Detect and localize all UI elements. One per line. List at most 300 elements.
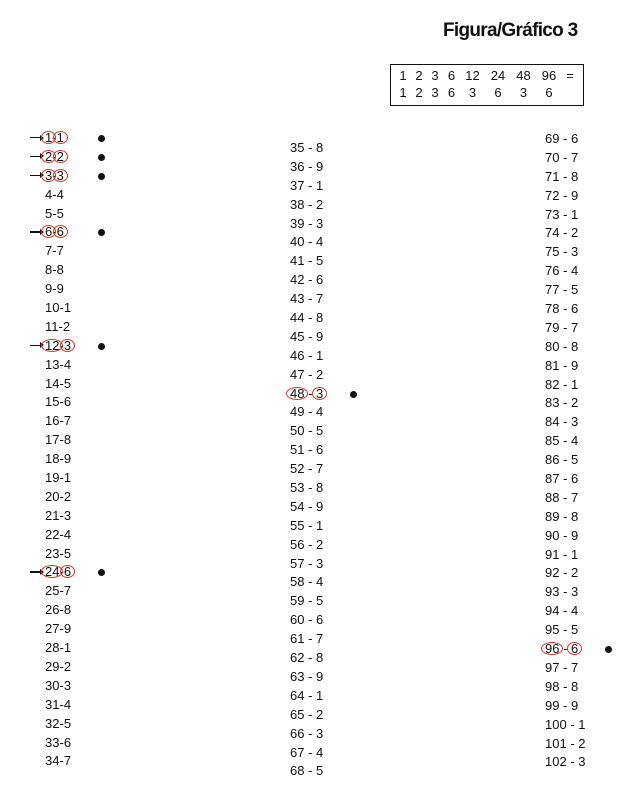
number-value: 4: [45, 186, 53, 202]
digital-root-value: 8: [571, 168, 579, 184]
number-row: [290, 744, 323, 763]
number-value: 28: [45, 640, 60, 656]
number-pair: [45, 507, 71, 526]
separator: -: [52, 205, 57, 221]
digital-root-value: 9: [56, 281, 64, 297]
number-pair: [45, 337, 71, 356]
number-pair: [290, 422, 323, 441]
number-row: [45, 752, 71, 771]
number-value: 84: [545, 414, 560, 430]
separator: -: [304, 234, 317, 250]
pointer-arrow-icon: [30, 175, 41, 176]
number-value: 17: [45, 432, 60, 448]
number-row: [45, 582, 71, 601]
digital-root-value: 8: [56, 262, 64, 278]
bullet-dot-icon: [605, 646, 612, 653]
number-pair: [45, 658, 71, 677]
pointer-arrow-icon: [30, 571, 41, 572]
number-value: 74: [545, 225, 560, 241]
number-row: [545, 168, 586, 187]
digital-root-value: 8: [316, 140, 324, 155]
number-value: 60: [290, 612, 305, 628]
number-value: 88: [545, 489, 560, 505]
number-value: 32: [45, 715, 60, 731]
digital-root-value: 3: [578, 754, 586, 770]
key-top-cell: 48: [516, 68, 531, 83]
number-pair: [545, 224, 578, 243]
key-table: [395, 67, 578, 101]
number-value: 57: [290, 555, 305, 571]
number-value: 67: [290, 744, 305, 760]
separator: -: [559, 546, 572, 562]
number-row: [290, 517, 323, 536]
number-value: 8: [45, 262, 53, 278]
number-value: 90: [545, 527, 560, 543]
separator: -: [304, 650, 317, 666]
number-row: [545, 224, 586, 243]
number-row: [45, 677, 71, 696]
number-value: 23: [45, 545, 60, 561]
number-value: 40: [290, 234, 305, 250]
number-row: [545, 602, 586, 621]
number-value: 34: [45, 753, 60, 769]
separator: -: [559, 414, 572, 430]
number-value: 44: [290, 310, 305, 326]
number-pair: [545, 508, 578, 527]
digital-root-value: 4: [571, 433, 579, 449]
separator: -: [559, 301, 572, 317]
number-pair: [45, 488, 71, 507]
number-pair: [290, 441, 323, 460]
number-pair: [545, 716, 586, 735]
number-row: [290, 422, 323, 441]
number-value: 20: [45, 488, 60, 504]
digital-root-value: 5: [63, 375, 72, 391]
separator: -: [559, 508, 572, 524]
number-value: 100: [545, 716, 567, 732]
number-value: 87: [545, 471, 560, 487]
number-pair: [545, 357, 578, 376]
digital-root-value: 7: [63, 413, 72, 429]
separator: -: [304, 140, 317, 155]
separator: -: [304, 498, 317, 514]
separator: -: [559, 131, 572, 146]
digital-root-value: 2: [62, 318, 71, 334]
separator: -: [559, 659, 572, 675]
number-row: [290, 706, 323, 725]
pointer-arrow-icon: [30, 231, 41, 232]
number-pair: [545, 413, 578, 432]
digital-root-value: 5: [571, 452, 579, 468]
number-row: [545, 678, 586, 697]
separator: -: [304, 706, 317, 722]
digital-root-value: 5: [316, 423, 324, 439]
number-value: 56: [290, 536, 305, 552]
pointer-arrow-icon: [30, 156, 41, 157]
key-top-cell: =: [566, 68, 574, 83]
number-row: [45, 715, 71, 734]
number-value: 11: [45, 318, 59, 334]
digital-root-value: 7: [571, 659, 579, 675]
number-value: 5: [45, 205, 53, 221]
number-pair: [545, 621, 578, 640]
number-row: [45, 469, 71, 488]
digital-root-value: 5: [63, 545, 72, 561]
digital-root-value: 4: [316, 574, 324, 590]
number-value: 53: [290, 480, 305, 496]
number-row: [290, 290, 323, 309]
number-value: 63: [290, 668, 305, 684]
digital-root-value: 1: [316, 517, 324, 533]
key-bottom-cell: 1: [399, 85, 407, 100]
key-top-cell: 96: [541, 68, 557, 83]
number-value: 9: [45, 281, 53, 297]
number-row: [290, 139, 323, 158]
number-row: [45, 507, 71, 526]
digital-root-value: 1: [571, 546, 579, 562]
number-pair: [290, 536, 323, 555]
circled-digital-root-value: 1: [56, 130, 64, 145]
number-pair: [290, 630, 323, 649]
number-pair: [290, 592, 323, 611]
number-value: 101: [545, 735, 567, 751]
digital-root-value: 7: [56, 243, 64, 259]
key-row-bottom: [395, 84, 578, 101]
number-value: 25: [45, 583, 60, 599]
bullet-dot-icon: [98, 569, 105, 576]
circled-number-value: 48: [290, 385, 305, 401]
digital-root-value: 7: [63, 583, 72, 599]
number-row: [290, 252, 323, 271]
number-value: 16: [45, 413, 60, 429]
separator: -: [559, 452, 572, 468]
number-pair: [45, 299, 71, 318]
number-row: [545, 149, 586, 168]
number-row: [45, 167, 71, 186]
number-pair: [545, 546, 578, 565]
number-value: 51: [290, 442, 305, 458]
number-pair: [45, 582, 71, 601]
number-value: 49: [290, 404, 305, 420]
separator: -: [304, 668, 317, 684]
number-value: 46: [290, 347, 305, 363]
number-pair: [45, 563, 71, 582]
separator: -: [59, 470, 64, 486]
number-row: [545, 281, 586, 300]
digital-root-value: 3: [571, 584, 579, 600]
digital-root-value: 1: [571, 376, 579, 392]
separator: -: [559, 471, 572, 487]
digital-root-value: 8: [63, 432, 72, 448]
separator: -: [59, 621, 64, 637]
digital-root-value: 7: [571, 489, 579, 505]
separator: -: [59, 753, 64, 769]
number-value: 68: [290, 763, 305, 779]
separator: -: [52, 167, 57, 183]
separator: -: [52, 148, 57, 164]
separator: -: [559, 282, 572, 298]
digital-root-value: 7: [316, 631, 324, 647]
figure-title: Figura/Gráfico 3: [443, 20, 578, 41]
number-pair: [290, 744, 323, 763]
number-row: [290, 762, 323, 781]
number-row: [45, 299, 71, 318]
number-pair: [45, 715, 71, 734]
pointer-arrow-icon: [30, 137, 41, 138]
number-pair: [290, 762, 323, 781]
digital-root-value: 4: [571, 603, 579, 619]
number-pair: [290, 649, 323, 668]
number-pair: [45, 734, 71, 753]
number-value: 42: [290, 272, 305, 288]
separator: -: [59, 658, 64, 674]
number-pair: [290, 498, 323, 517]
number-row: [545, 338, 586, 357]
separator: -: [59, 488, 64, 504]
digital-root-value: 9: [571, 357, 579, 373]
key-top-cell: 3: [431, 68, 439, 83]
number-pair: [545, 753, 586, 772]
number-row: [545, 300, 586, 319]
number-pair: [45, 677, 71, 696]
number-pair: [290, 725, 323, 744]
digital-root-value: 6: [571, 131, 579, 146]
number-value: 97: [545, 659, 560, 675]
number-pair: [45, 167, 64, 186]
digital-root-value: 5: [63, 715, 72, 731]
separator: -: [59, 507, 64, 523]
separator: -: [304, 763, 317, 779]
number-column-1: [45, 129, 71, 771]
separator: -: [559, 149, 572, 165]
digital-root-value: 8: [63, 602, 72, 618]
number-row: [45, 431, 71, 450]
number-row: [290, 309, 323, 328]
separator: -: [559, 603, 572, 619]
separator: -: [304, 612, 317, 628]
number-value: 86: [545, 452, 560, 468]
number-value: 76: [545, 263, 560, 279]
number-row: [545, 432, 586, 451]
number-pair: [290, 271, 323, 290]
number-value: 61: [290, 631, 305, 647]
number-value: 94: [545, 603, 560, 619]
digital-root-value: 6: [316, 612, 324, 628]
number-value: 71: [545, 168, 560, 184]
number-value: 38: [290, 196, 305, 212]
number-value: 15: [45, 394, 60, 410]
number-pair: [290, 517, 323, 536]
key-bottom-cell: 6: [494, 85, 502, 100]
number-row: [290, 441, 323, 460]
number-value: 64: [290, 687, 305, 703]
digital-root-value: 1: [63, 640, 72, 656]
bullet-dot-icon: [98, 229, 105, 236]
separator: -: [559, 433, 572, 449]
separator: -: [304, 385, 317, 401]
number-value: 50: [290, 423, 305, 439]
number-value: 29: [45, 658, 60, 674]
number-pair: [545, 470, 578, 489]
number-row: [545, 376, 586, 395]
number-row: [545, 735, 586, 754]
circled-digital-root-value: 6: [56, 224, 64, 240]
separator: -: [559, 565, 572, 581]
bullet-dot-icon: [98, 135, 105, 142]
separator: -: [304, 366, 317, 382]
number-value: 37: [290, 177, 305, 193]
number-row: [45, 205, 71, 224]
number-value: 78: [545, 301, 560, 317]
digital-root-value: 2: [316, 366, 324, 382]
circled-digital-root-value: 3: [56, 167, 64, 183]
number-pair: [45, 261, 64, 280]
number-row: [45, 261, 71, 280]
separator: -: [559, 244, 572, 260]
separator: -: [304, 517, 317, 533]
number-pair: [45, 752, 71, 771]
digital-root-value: 5: [571, 622, 579, 638]
number-row: [290, 158, 323, 177]
number-value: 45: [290, 328, 305, 344]
number-value: 95: [545, 622, 560, 638]
separator: -: [304, 177, 317, 193]
number-value: 52: [290, 461, 305, 477]
number-row: [290, 403, 323, 422]
number-row: [545, 508, 586, 527]
separator: -: [59, 583, 64, 599]
number-row: [290, 649, 323, 668]
number-pair: [290, 196, 323, 215]
separator: -: [559, 319, 572, 335]
digital-root-value: 2: [63, 488, 72, 504]
number-row: [45, 601, 71, 620]
digital-root-value: 8: [316, 650, 324, 666]
number-pair: [545, 659, 578, 678]
digital-root-value: 5: [316, 253, 324, 269]
digital-root-value: 4: [316, 234, 324, 250]
separator: -: [559, 489, 572, 505]
number-value: 41: [290, 253, 305, 269]
number-pair: [545, 243, 578, 262]
separator: -: [304, 593, 317, 609]
number-pair: [290, 403, 323, 422]
separator: -: [59, 432, 64, 448]
number-value: 54: [290, 498, 305, 514]
separator: -: [304, 253, 317, 269]
digital-root-value: 9: [316, 158, 324, 174]
separator: -: [559, 584, 572, 600]
number-row: [545, 206, 586, 225]
number-row: [45, 526, 71, 545]
number-pair: [45, 620, 71, 639]
circled-number-value: 1: [45, 130, 53, 145]
number-pair: [545, 564, 578, 583]
number-pair: [45, 280, 64, 299]
digital-root-value: 4: [63, 526, 72, 542]
number-row: [290, 328, 323, 347]
digital-root-value: 3: [316, 725, 324, 741]
number-pair: [545, 149, 578, 168]
number-pair: [545, 602, 578, 621]
number-pair: [45, 223, 64, 242]
number-row: [545, 262, 586, 281]
key-top-cell: 6: [447, 68, 456, 83]
number-row: [290, 347, 323, 366]
digital-root-value: 3: [316, 215, 324, 231]
separator: -: [304, 555, 317, 571]
circled-number-value: 24: [45, 564, 60, 580]
digital-root-value: 3: [571, 244, 579, 260]
number-row: [545, 583, 586, 602]
separator: -: [59, 300, 64, 316]
number-value: 43: [290, 291, 305, 307]
number-row: [45, 186, 71, 205]
number-pair: [290, 177, 323, 196]
number-value: 89: [545, 508, 560, 524]
key-top-cell: 1: [399, 68, 407, 83]
number-row: [45, 393, 71, 412]
number-value: 98: [545, 678, 560, 694]
digital-root-value: 3: [63, 677, 72, 693]
number-row: [45, 658, 71, 677]
separator: -: [52, 186, 57, 202]
separator: -: [304, 574, 317, 590]
number-pair: [290, 555, 323, 574]
separator: -: [559, 641, 572, 657]
separator: -: [559, 357, 572, 373]
number-row: [290, 196, 323, 215]
number-value: 81: [545, 357, 560, 373]
number-value: 47: [290, 366, 305, 382]
key-top-cell: 12: [465, 68, 480, 83]
number-row: [290, 498, 323, 517]
circled-number-value: 12: [45, 337, 60, 353]
number-row: [45, 242, 71, 261]
separator: -: [59, 375, 64, 391]
number-pair: [545, 489, 578, 508]
number-value: 7: [45, 243, 53, 259]
key-top-cell: 2: [415, 68, 423, 83]
number-pair: [290, 460, 323, 479]
digital-root-value: 1: [63, 300, 72, 316]
bullet-dot-icon: [98, 154, 105, 161]
number-value: 62: [290, 650, 305, 666]
number-row: [290, 536, 323, 555]
separator: -: [52, 224, 57, 240]
digital-root-value: 8: [571, 338, 579, 354]
number-pair: [290, 706, 323, 725]
number-column-3: [545, 130, 586, 772]
digital-root-value: 2: [316, 536, 324, 552]
digital-root-value: 4: [316, 404, 324, 420]
number-row: [45, 337, 71, 356]
number-pair: [290, 328, 323, 347]
number-pair: [45, 469, 71, 488]
number-row: [545, 451, 586, 470]
key-bottom-cell: 3: [468, 85, 477, 100]
number-pair: [45, 186, 64, 205]
number-pair: [545, 262, 578, 281]
digital-root-value: 4: [316, 744, 324, 760]
number-pair: [45, 129, 64, 148]
number-value: 69: [545, 131, 560, 146]
separator: -: [304, 310, 317, 326]
number-value: 19: [45, 470, 60, 486]
circled-digital-root-value: 2: [56, 148, 64, 164]
separator: -: [304, 480, 317, 496]
digital-root-value: 4: [571, 263, 579, 279]
